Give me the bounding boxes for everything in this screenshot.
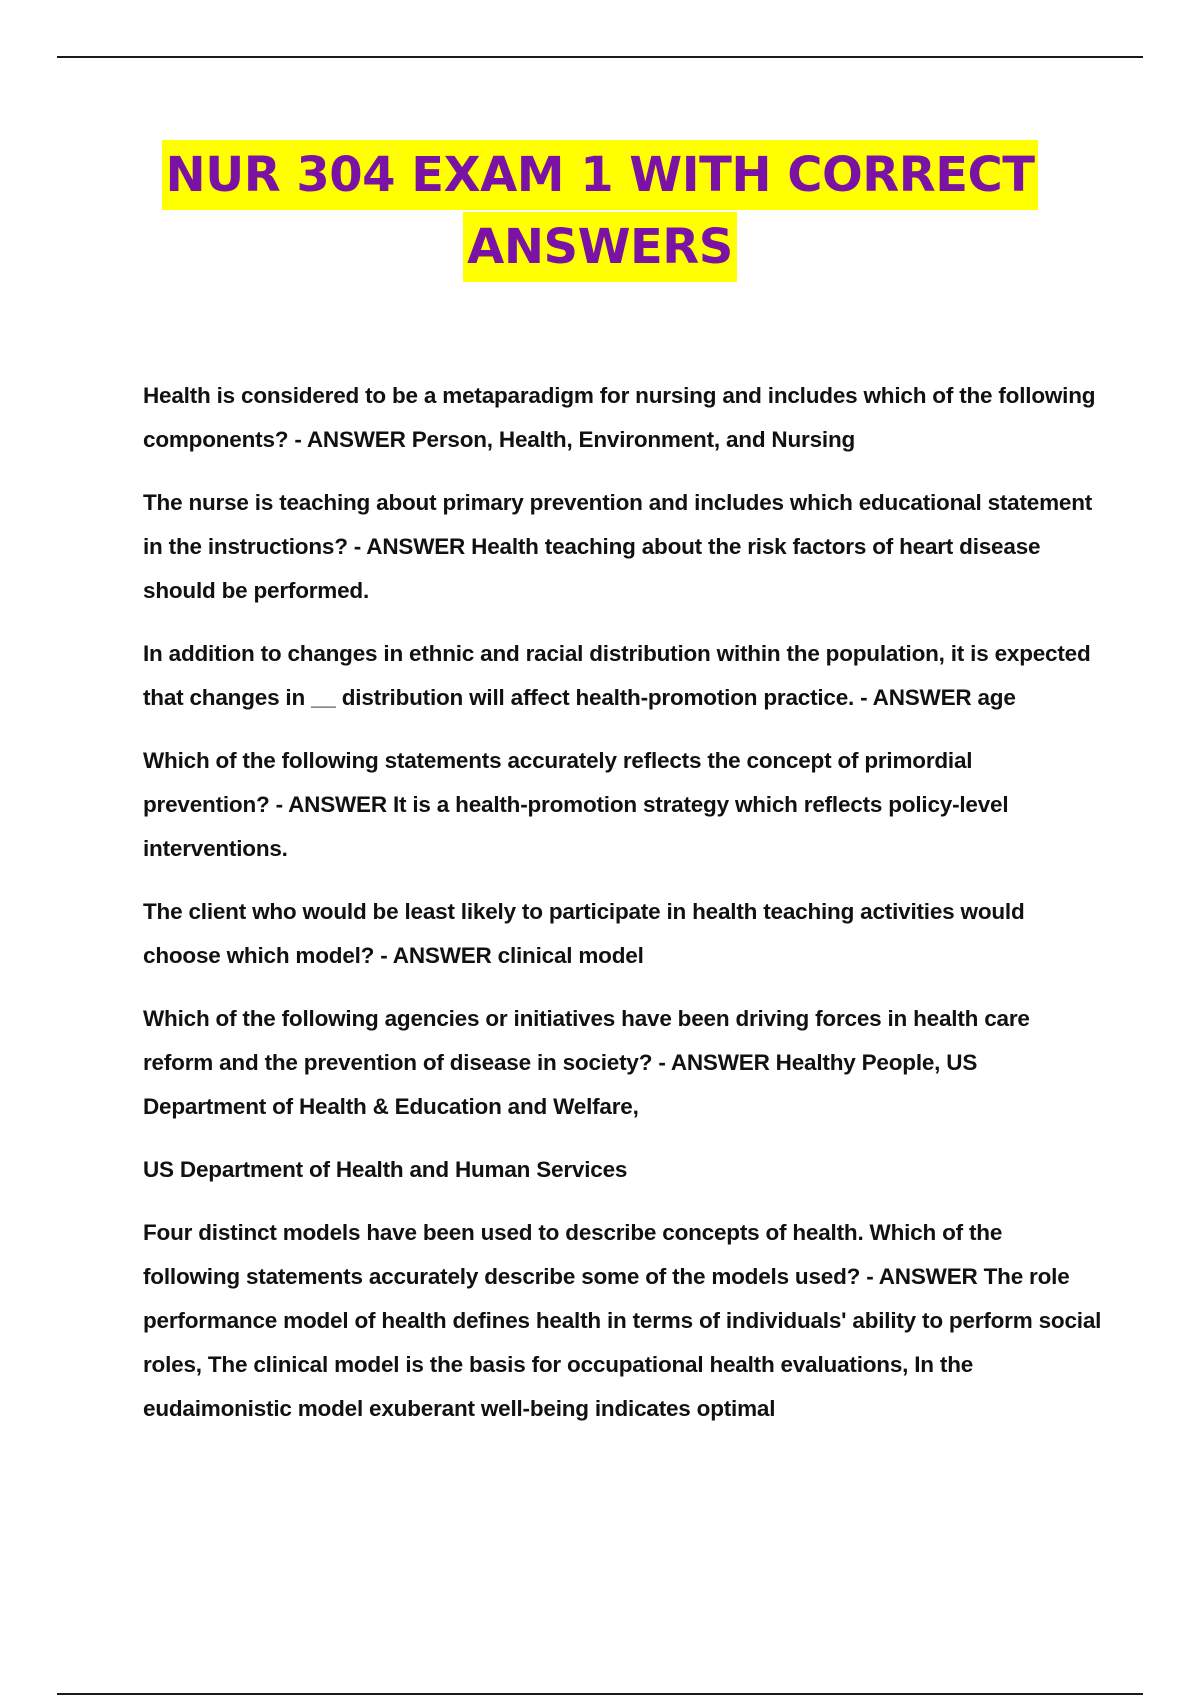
title-line-2: ANSWERS: [463, 212, 737, 282]
qa-paragraph: Health is considered to be a metaparadigm for nursing and includes which of the following components? - ANSWER Person, Health, Environment, and Nursing: [143, 383, 1096, 452]
qa-list: [143, 374, 1103, 1450]
qa-paragraph: Which of the following statements accurately reflects the concept of primordial prevention? - ANSWER It is a health-promotion strategy which reflects policy-level interventions.: [143, 748, 1009, 861]
qa-paragraph: Four distinct models have been used to describe concepts of health. Which of the following statements accurately describe some of the models used? - ANSWER The role performance model of health defines health in terms of individuals' ability to perform social roles, The clinical model is the basis for occupational health evaluations, In the eudaimonistic model exuberant well-being indicates optimal: [143, 1220, 1102, 1421]
title-line-1: NUR 304 EXAM 1 WITH CORRECT: [162, 140, 1039, 210]
bottom-divider: [57, 1693, 1143, 1695]
qa-paragraph-continuation: US Department of Health and Human Services: [143, 1157, 628, 1182]
qa-paragraph: The nurse is teaching about primary prevention and includes which educational statement in the instructions? - ANSWER Health teaching about the risk factors of heart disease should be performed.: [143, 490, 1093, 603]
document-title: [0, 140, 1200, 282]
top-divider: [57, 56, 1143, 58]
qa-paragraph: The client who would be least likely to participate in health teaching activities would choose which model? - ANSWER clinical model: [143, 899, 1025, 968]
qa-paragraph: In addition to changes in ethnic and racial distribution within the population, it is expected that changes in __ distribution will affect health-promotion practice. - ANSWER age: [143, 641, 1091, 710]
qa-paragraph: Which of the following agencies or initiatives have been driving forces in health care reform and the prevention of disease in society? - ANSWER Healthy People, US Department of Health & Education and Welfare,: [143, 1006, 1030, 1119]
